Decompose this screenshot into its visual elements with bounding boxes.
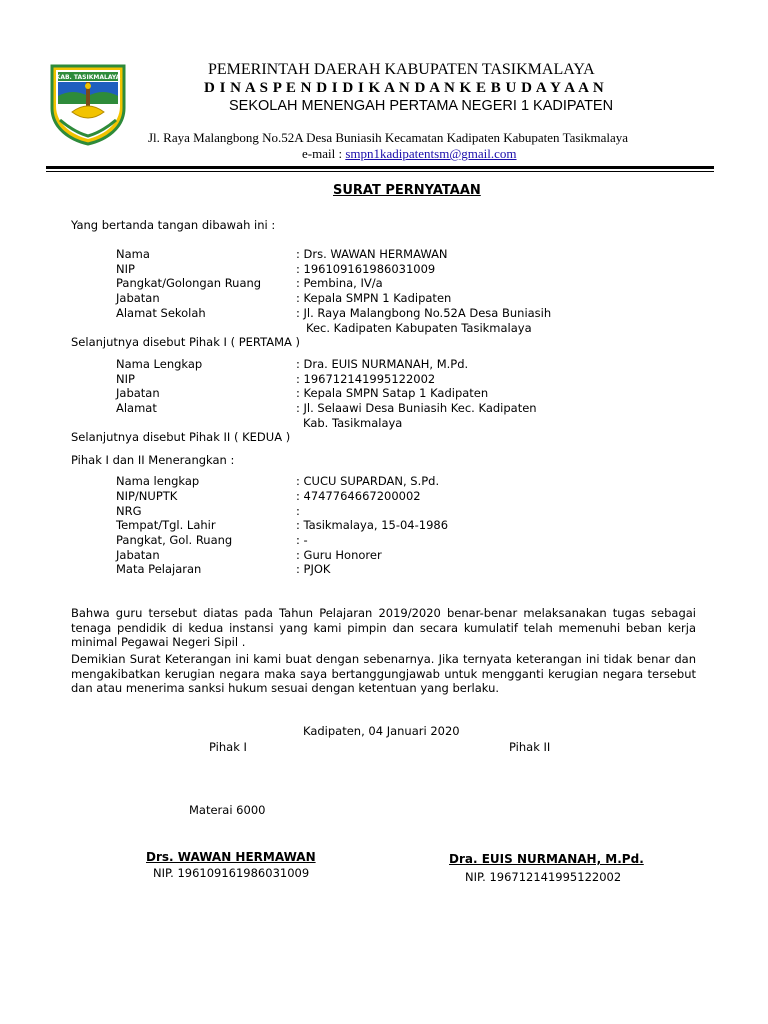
email-link[interactable]: smpn1kadipatentsm@gmail.com bbox=[345, 146, 517, 161]
pihak2-signatory-name: Dra. EUIS NURMANAH, M.Pd. bbox=[449, 852, 644, 866]
pihak2-value: : Jl. Selaawi Desa Buniasih Kec. Kadipaten bbox=[296, 401, 537, 415]
email-label: e-mail : bbox=[302, 146, 346, 161]
guru-value: : - bbox=[296, 533, 308, 547]
intro-text: Yang bertanda tangan dibawah ini : bbox=[71, 218, 276, 232]
pihak2-role: Pihak II bbox=[509, 740, 551, 754]
pihak1-label: Nama bbox=[116, 247, 150, 261]
guru-value: : Guru Honorer bbox=[296, 548, 382, 562]
guru-value: : 4747764667200002 bbox=[296, 489, 421, 503]
guru-label: Tempat/Tgl. Lahir bbox=[116, 518, 216, 532]
pihak2-label: NIP bbox=[116, 372, 135, 386]
letterhead-email-line bbox=[302, 146, 517, 162]
guru-label: NIP/NUPTK bbox=[116, 489, 178, 503]
letterhead-address: Jl. Raya Malangbong No.52A Desa Buniasih Kecamatan Kadipaten Kabupaten Tasikmalaya bbox=[148, 130, 629, 145]
pihak1-value: : Pembina, IV/a bbox=[296, 276, 383, 290]
guru-label: Pangkat, Gol. Ruang bbox=[116, 533, 233, 547]
document-title: SURAT PERNYATAAN bbox=[333, 183, 481, 198]
pihak2-address-cont: Kab. Tasikmalaya bbox=[303, 416, 403, 430]
pihak1-label: NIP bbox=[116, 262, 135, 276]
materai-stamp-note: Materai 6000 bbox=[189, 803, 266, 817]
guru-value: : bbox=[296, 504, 300, 518]
pihak1-signatory-nip: NIP. 196109161986031009 bbox=[153, 866, 310, 880]
letterhead-government: PEMERINTAH DAERAH KABUPATEN TASIKMALAYA bbox=[208, 61, 595, 78]
letterhead-divider-thick bbox=[46, 166, 714, 169]
pihak2-label: Alamat bbox=[116, 401, 157, 415]
district-emblem-logo bbox=[46, 62, 130, 146]
pihak1-value: : Drs. WAWAN HERMAWAN bbox=[296, 247, 448, 261]
pihak1-address-cont: Kec. Kadipaten Kabupaten Tasikmalaya bbox=[306, 321, 532, 335]
logo-text: KAB. TASIKMALAYA bbox=[55, 74, 121, 81]
guru-label: Jabatan bbox=[116, 548, 160, 562]
pihak1-label: Alamat Sekolah bbox=[116, 306, 206, 320]
guru-label: Nama lengkap bbox=[116, 474, 200, 488]
guru-value: : PJOK bbox=[296, 562, 331, 576]
pihak2-closing: Selanjutnya disebut Pihak II ( KEDUA ) bbox=[71, 430, 291, 444]
pihak2-label: Nama Lengkap bbox=[116, 357, 203, 371]
pihak1-role: Pihak I bbox=[209, 740, 247, 754]
letterhead-divider-thin bbox=[46, 171, 714, 172]
menerangkan-text: Pihak I dan II Menerangkan : bbox=[71, 453, 235, 467]
pihak1-closing: Selanjutnya disebut Pihak I ( PERTAMA ) bbox=[71, 335, 301, 349]
pihak1-value: : Jl. Raya Malangbong No.52A Desa Buniasih bbox=[296, 306, 552, 320]
pihak1-value: : 196109161986031009 bbox=[296, 262, 436, 276]
pihak2-label: Jabatan bbox=[116, 386, 160, 400]
pihak2-value: : Dra. EUIS NURMANAH, M.Pd. bbox=[296, 357, 469, 371]
pihak1-label: Pangkat/Golongan Ruang bbox=[116, 276, 262, 290]
guru-label: Mata Pelajaran bbox=[116, 562, 202, 576]
pihak2-value: : Kepala SMPN Satap 1 Kadipaten bbox=[296, 386, 489, 400]
letterhead-department: D I N A S P E N D I D I K A N D A N K E B U D A Y A A N bbox=[204, 80, 605, 96]
pihak2-signatory-nip: NIP. 196712141995122002 bbox=[465, 870, 622, 884]
guru-value: : Tasikmalaya, 15-04-1986 bbox=[296, 518, 449, 532]
pihak1-label: Jabatan bbox=[116, 291, 160, 305]
pihak1-value: : Kepala SMPN 1 Kadipaten bbox=[296, 291, 452, 305]
letterhead-school: SEKOLAH MENENGAH PERTAMA NEGERI 1 KADIPATEN bbox=[229, 98, 614, 114]
statement-paragraph: Bahwa guru tersebut diatas pada Tahun Pelajaran 2019/2020 benar-benar melaksanakan tugas sebagai tenaga pendidik di kedua instansi yang kami pimpin dan secara kumulatif telah memenuhi beban kerja minimal Pegawai Negeri Sipil . bbox=[71, 606, 696, 650]
pihak1-signatory-name: Drs. WAWAN HERMAWAN bbox=[146, 850, 316, 864]
guru-label: NRG bbox=[116, 504, 142, 518]
pihak2-value: : 196712141995122002 bbox=[296, 372, 436, 386]
closing-paragraph: Demikian Surat Keterangan ini kami buat dengan sebenarnya. Jika ternyata keterangan ini tidak benar dan mengakibatkan kerugian negara maka saya bertanggungjawab untuk mengganti kerugian negara tersebut dan atau menerima sanksi hukum sesuai dengan ketentuan yang berlaku. bbox=[71, 652, 696, 696]
place-date: Kadipaten, 04 Januari 2020 bbox=[303, 724, 460, 738]
guru-value: : CUCU SUPARDAN, S.Pd. bbox=[296, 474, 440, 488]
